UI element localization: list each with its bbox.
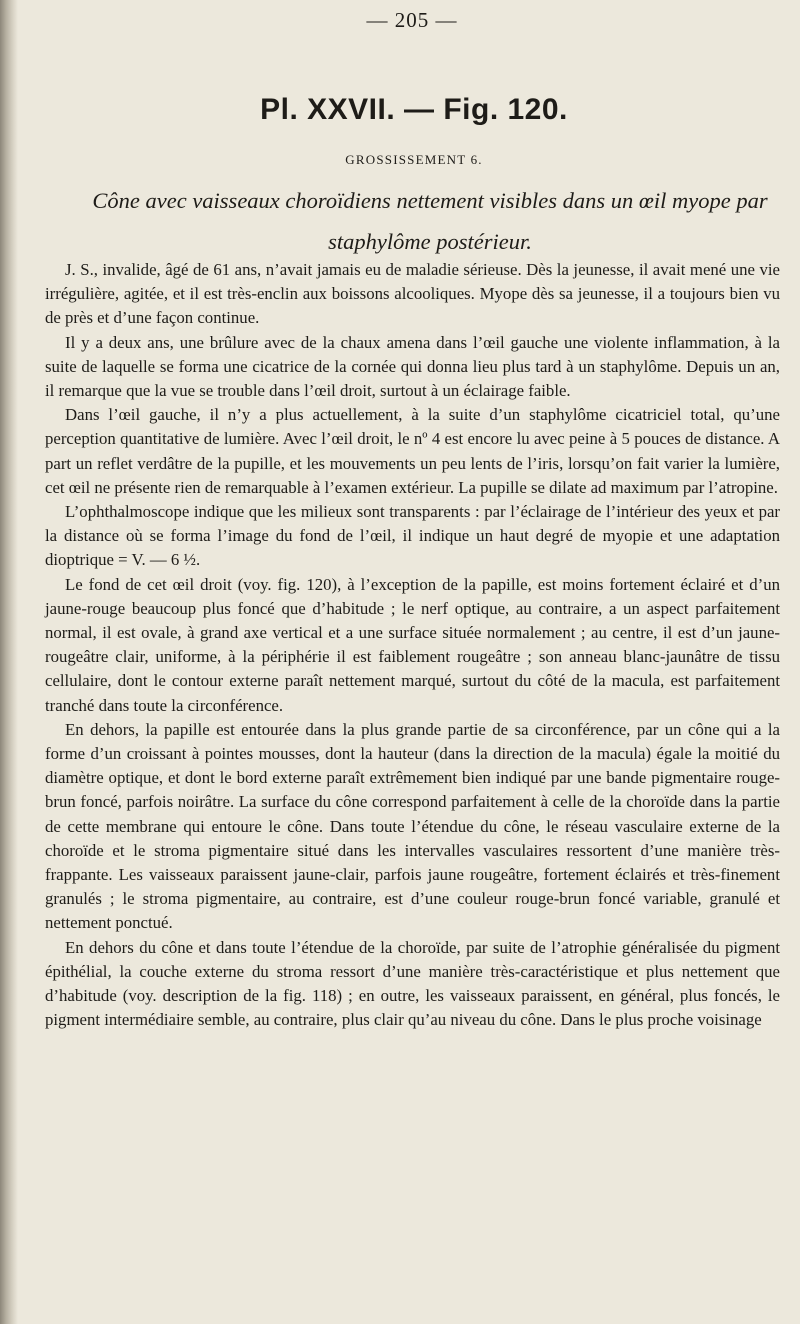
paragraph: Il y a deux ans, une brûlure avec de la chaux amena dans l’œil gauche une violente inflammation, à la suite de laquelle se forma une cicatrice de la cornée qui donna lieu plus tard à un staphylôme. Depuis un an, il remarque que la vue se trouble dans l’œil droit, surtout à un éclairage faible. <box>45 332 780 401</box>
figure-caption: Cône avec vaisseaux choroïdiens nettement visibles dans un œil myope par staphylôme postérieur. <box>92 188 768 254</box>
paragraph: En dehors du cône et dans toute l’étendue de la choroïde, par suite de l’atrophie généralisée du pigment épithélial, la couche externe du stroma ressort d’une manière très-caractéristique et plus nettement que d’habitude (voy. description de la fig. 118) ; en outre, les vaisseaux paraissent, en général, plus foncés, le pigment intermédiaire semble, au contraire, plus clair qu’au niveau du cône. Dans le plus proche voisinage <box>45 937 780 1030</box>
paragraph: Le fond de cet œil droit (voy. fig. 120), à l’exception de la papille, est moins fortement éclairé et d’un jaune-rouge beaucoup plus foncé que d’habitude ; le nerf optique, au contraire, a un aspect parfaitement normal, il est ovale, à grand axe vertical et a une surface située normalement ; au centre, il est d’un jaune-rougeâtre clair, uniforme, à la périphérie il est faiblement rougeâtre ; son anneau blanc-jaunâtre de tissu cellulaire, dont le contour externe paraît nettement marqué, surtout du côté de la macula, est parfaitement tranché dans toute la circonférence. <box>45 574 780 715</box>
paragraph: L’ophthalmoscope indique que les milieux sont transparents : par l’éclairage de l’intérieur des yeux et par la distance où se forma l’image du fond de l’œil, il indique un haut degré de myopie et une adaptation dioptrique = V. — 6 ½. <box>45 502 780 570</box>
paragraph: J. S., invalide, âgé de 61 ans, n’avait jamais eu de maladie sérieuse. Dès la jeunesse, il avait mené une vie irrégulière, agitée, et il est très-enclin aux boissons alcooliques. Myope dès sa jeunesse, il a toujours bien vu de près et d’une façon continue. <box>45 260 780 328</box>
paragraph: En dehors, la papille est entourée dans la plus grande partie de sa circonférence, par un cône qui a la forme d’un croissant à pointes mousses, dont la hauteur (dans la direction de la macula) égale la moitié du diamètre optique, et dont le bord externe paraît extrêmement bien indiqué par une bande pigmentaire rouge-brun foncé, parfois noirâtre. La surface du cône correspond parfaitement à celle de la choroïde dans la partie de cette membrane qui entoure le cône. Dans toute l’étendue du cône, le réseau vasculaire externe de la choroïde et le stroma pigmentaire situé dans les intervalles vasculaires ressortent d’une manière très-frappante. Les vaisseaux paraissent jaune-clair, parfois jaune rougeâtre, fortement éclairés et très-finement granulés ; le stroma pigmentaire, au contraire, est d’une couleur rouge-brun foncé variable, granulé et nettement ponctué. <box>45 719 780 933</box>
plate-title: Pl. XXVII. — Fig. 120. <box>260 93 568 126</box>
body-text <box>45 258 780 1033</box>
magnification-label: GROSSISSEMENT 6. <box>345 152 483 167</box>
page-number: — 205 — <box>366 8 458 32</box>
paragraph: Dans l’œil gauche, il n’y a plus actuellement, à la suite d’un staphylôme cicatriciel total, qu’une perception quantitative de lumière. Avec l’œil droit, le nº 4 est encore lu avec peine à 5 pouces de distance. A part un reflet verdâtre de la pupille, et les mouvements un peu lents de l’iris, lorsqu’on fait varier la lumière, cet œil ne présente rien de remarquable à l’examen extérieur. La pupille se dilate ad maximum par l’atropine. <box>45 405 780 497</box>
